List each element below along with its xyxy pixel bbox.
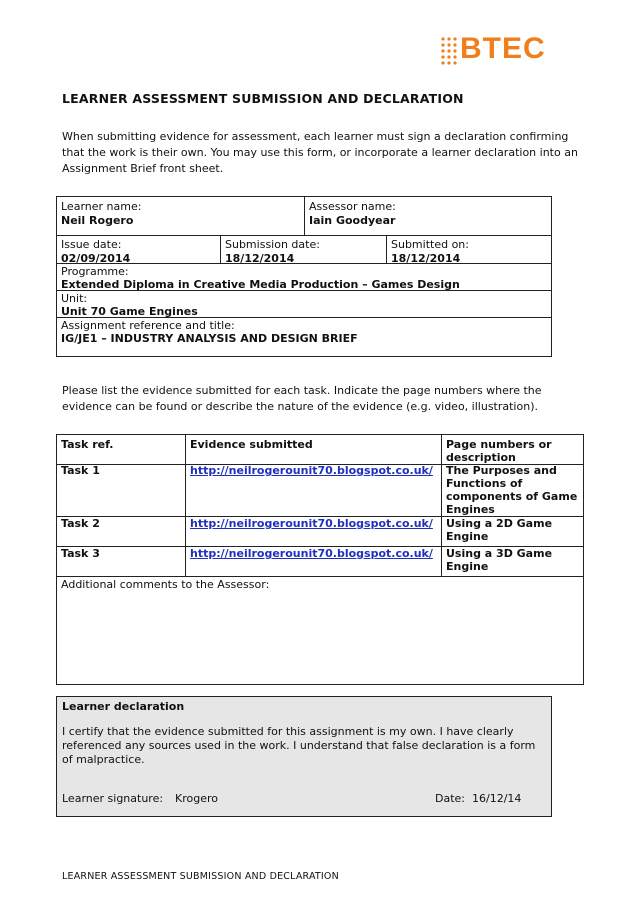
evidence-table <box>56 434 584 685</box>
submission-date-label: Submission date: <box>225 238 320 251</box>
learner-name-label: Learner name: <box>61 200 142 213</box>
page-footer: LEARNER ASSESSMENT SUBMISSION AND DECLARATION <box>62 871 339 882</box>
programme-cell <box>57 263 551 293</box>
signature-value: Krogero <box>175 792 218 805</box>
task-1-evidence <box>186 462 441 480</box>
assessor-name-value: Iain Goodyear <box>309 214 396 227</box>
task-3-description: Using a 3D Game Engine <box>446 547 553 573</box>
submitted-on-label: Submitted on: <box>391 238 469 251</box>
date-value: 16/12/14 <box>472 792 522 805</box>
task-2-ref: Task 2 <box>61 517 100 530</box>
dot-grid-icon <box>440 36 460 66</box>
info-table <box>56 196 552 357</box>
issue-date-value: 02/09/2014 <box>61 252 131 265</box>
task-1-blog-link[interactable]: http://neilrogerounit70.blogspot.co.uk/ <box>190 464 433 477</box>
task-2-description: Using a 2D Game Engine <box>446 517 553 543</box>
learner-name-value: Neil Rogero <box>61 214 134 227</box>
submitted-on-value: 18/12/2014 <box>391 252 461 265</box>
page-title: LEARNER ASSESSMENT SUBMISSION AND DECLARATION <box>62 91 464 106</box>
assessor-name-cell <box>305 198 551 230</box>
assessor-name-label: Assessor name: <box>309 200 396 213</box>
learner-name-cell <box>57 198 304 230</box>
header-task-ref: Task ref. <box>61 438 114 451</box>
btec-logo <box>440 30 560 74</box>
header-evidence-submitted: Evidence submitted <box>190 438 313 451</box>
task-3-ref: Task 3 <box>61 547 100 560</box>
task-1-ref: Task 1 <box>61 464 100 477</box>
signature-label: Learner signature: <box>62 792 164 805</box>
unit-cell <box>57 290 551 320</box>
assignment-label: Assignment reference and title: <box>61 319 235 332</box>
header-page-numbers: Page numbers or description <box>446 438 552 464</box>
task-2-blog-link[interactable]: http://neilrogerounit70.blogspot.co.uk/ <box>190 517 433 530</box>
declaration-text: I certify that the evidence submitted for this assignment is my own. I have clearly referenced any sources used in the work. I understand that false declaration is a form of malpractice. <box>62 725 536 766</box>
task-3-blog-link[interactable]: http://neilrogerounit70.blogspot.co.uk/ <box>190 547 433 560</box>
issue-date-label: Issue date: <box>61 238 122 251</box>
additional-comments-label: Additional comments to the Assessor: <box>61 578 270 591</box>
learner-declaration-box <box>56 696 552 817</box>
unit-value: Unit 70 Game Engines <box>61 305 198 318</box>
programme-value: Extended Diploma in Creative Media Production – Games Design <box>61 278 460 291</box>
unit-label: Unit: <box>61 292 88 305</box>
task-3-evidence <box>186 545 441 563</box>
submission-date-value: 18/12/2014 <box>225 252 295 265</box>
task-1-description: The Purposes and Functions of components of Game Engines <box>446 464 578 516</box>
date-label: Date: <box>435 792 465 805</box>
assignment-cell <box>57 317 551 347</box>
task-2-evidence <box>186 515 441 533</box>
declaration-heading: Learner declaration <box>62 700 185 713</box>
programme-label: Programme: <box>61 265 129 278</box>
assignment-value: IG/JE1 – INDUSTRY ANALYSIS AND DESIGN BRIEF <box>61 332 358 345</box>
intro-paragraph: When submitting evidence for assessment, each learner must sign a declaration confirming that the work is their own. You may use this form, or incorporate a learner declaration into an Assignment Brief front sheet. <box>62 130 578 175</box>
logo-text: BTEC <box>460 32 546 65</box>
evidence-instructions: Please list the evidence submitted for each task. Indicate the page numbers where the evidence can be found or describe the nature of the evidence (e.g. video, illustration). <box>62 384 542 413</box>
